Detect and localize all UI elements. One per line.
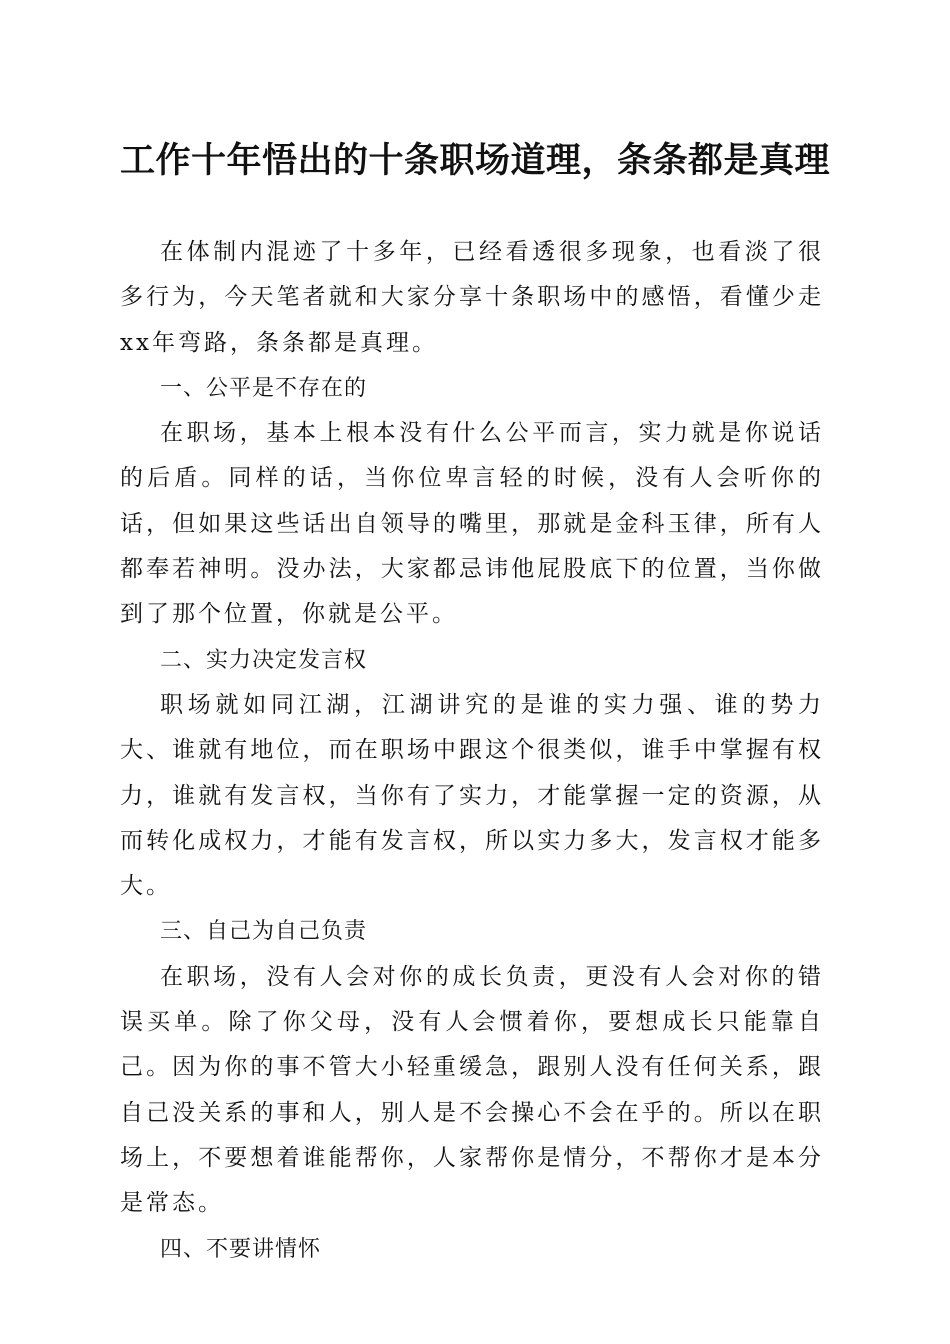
section-paragraph-2: 职场就如同江湖，江湖讲究的是谁的实力强、谁的势力大、谁就有地位，而在职场中跟这个很类似，谁手中掌握有权力，谁就有发言权，当你有了实力，才能掌握一定的资源，从而转化成权力，才能有发言权，所以实力多大，发言权才能多大。 bbox=[120, 691, 824, 900]
section-paragraph-3: 在职场，没有人会对你的成长负责，更没有人会对你的错误买单。除了你父母，没有人会惯着你，要想成长只能靠自己。因为你的事不管大小轻重缓急，跟别人没有任何关系，跟自己没关系的事和人，别人是不会操心不会在乎的。所以在职场上，不要想着谁能帮你，人家帮你是情分，不帮你才是本分是常态。 bbox=[120, 963, 824, 1217]
document-body bbox=[120, 230, 824, 1272]
section-heading-3: 三、自己为自己负责 bbox=[160, 919, 368, 945]
document-title: 工作十年悟出的十条职场道理，条条都是真理 bbox=[119, 140, 830, 181]
section-paragraph-1: 在职场，基本上根本没有什么公平而言，实力就是你说话的后盾。同样的话，当你位卑言轻的时候，没有人会听你的话，但如果这些话出自领导的嘴里，那就是金科玉律，所有人都奉若神明。没办法，大家都忌讳他屁股底下的位置，当你做到了那个位置，你就是公平。 bbox=[120, 420, 824, 628]
section-heading-2: 二、实力决定发言权 bbox=[160, 647, 368, 673]
section-heading-1: 一、公平是不存在的 bbox=[160, 375, 368, 401]
section-heading-4: 四、不要讲情怀 bbox=[160, 1236, 322, 1262]
intro-paragraph: 在体制内混迹了十多年，已经看透很多现象，也看淡了很多行为，今天笔者就和大家分享十条职场中的感悟，看懂少走xx年弯路，条条都是真理。 bbox=[120, 239, 824, 356]
